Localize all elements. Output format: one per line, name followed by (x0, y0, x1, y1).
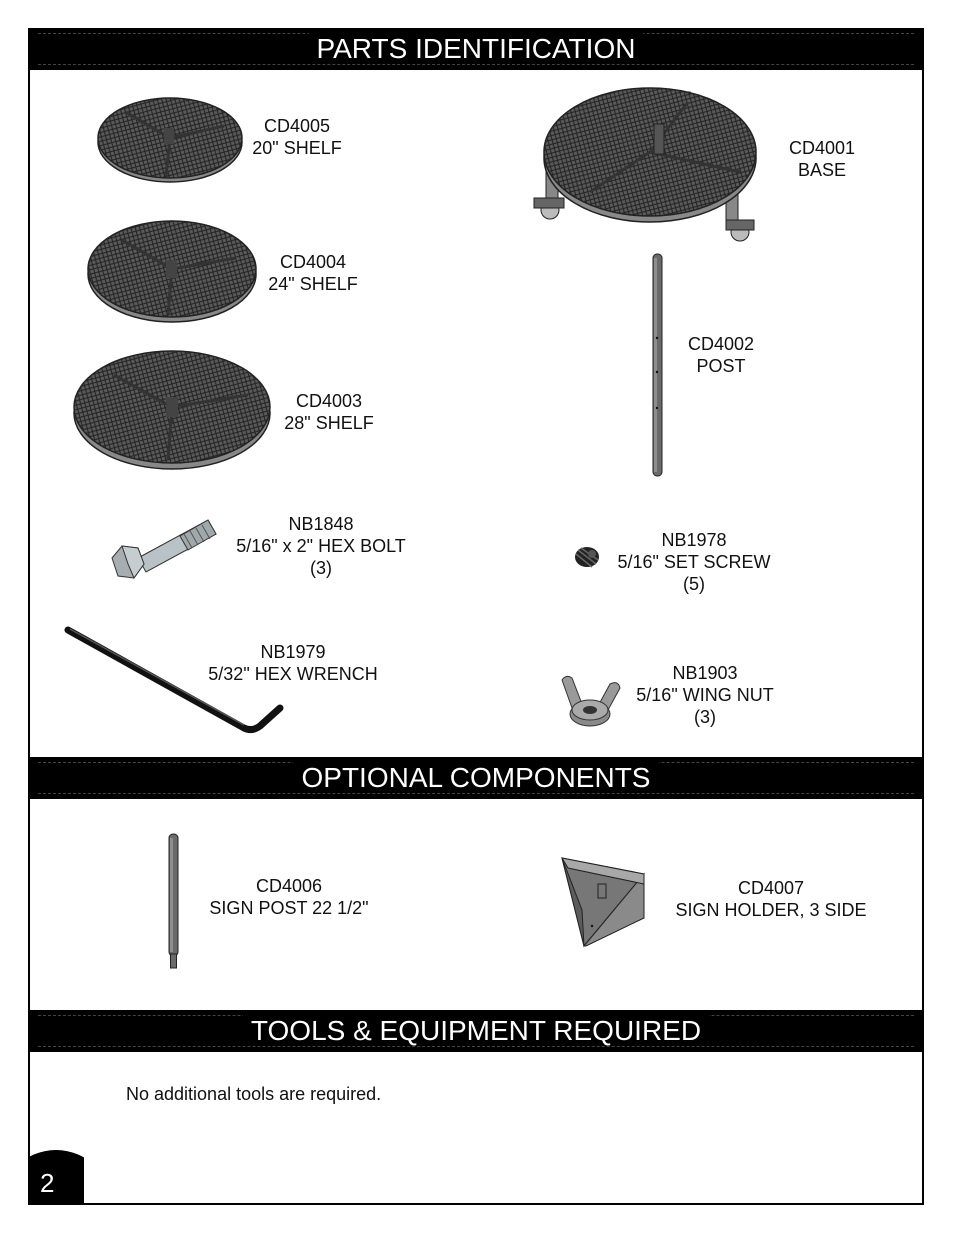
part-description: 5/16" x 2" HEX BOLT (236, 536, 406, 556)
part-code: CD4005 (263, 116, 331, 136)
part-code: CD4001 (788, 138, 856, 158)
part-nb1979-label (208, 641, 377, 685)
part-cd4003-label (284, 390, 373, 434)
sign-holder-illustration (558, 854, 650, 950)
part-code: NB1903 (672, 663, 738, 683)
hex-bolt-illustration (108, 508, 220, 588)
part-description: SIGN POST 22 1/2" (209, 898, 369, 918)
part-quantity: (3) (693, 707, 716, 727)
part-nb1903-label (636, 662, 773, 728)
part-cd4007-label (675, 877, 866, 921)
part-cd4005-label (252, 115, 341, 159)
shelf-20-illustration (96, 92, 246, 187)
base-illustration (530, 82, 778, 248)
tools-equipment-title: TOOLS & EQUIPMENT REQUIRED (243, 1015, 709, 1046)
optional-components-title: OPTIONAL COMPONENTS (293, 762, 658, 793)
part-nb1978-label (617, 529, 770, 595)
part-code: CD4003 (295, 391, 363, 411)
sign-post-illustration (166, 832, 182, 972)
shelf-24-illustration (86, 216, 262, 326)
shelf-28-illustration (72, 347, 276, 473)
part-description: 20" SHELF (252, 138, 342, 158)
part-description: POST (696, 356, 746, 376)
parts-identification-header (28, 28, 924, 70)
part-code: CD4002 (687, 334, 755, 354)
optional-components-header (28, 757, 924, 799)
tools-equipment-header (28, 1010, 924, 1052)
set-screw-illustration (572, 544, 602, 570)
part-description: 5/16" SET SCREW (617, 552, 771, 572)
part-description: 5/32" HEX WRENCH (208, 664, 378, 684)
part-code: CD4006 (255, 876, 323, 896)
part-description: 5/16" WING NUT (636, 685, 774, 705)
part-cd4006-label (209, 875, 368, 919)
part-code: CD4007 (737, 878, 805, 898)
wing-nut-illustration (558, 670, 624, 730)
part-cd4001-label (789, 137, 855, 181)
page-number: 2 (40, 1168, 55, 1198)
part-description: 28" SHELF (284, 413, 374, 433)
parts-identification-title: PARTS IDENTIFICATION (309, 33, 644, 64)
page-number-badge (28, 1150, 84, 1204)
part-code: CD4004 (279, 252, 347, 272)
part-cd4002-label (688, 333, 754, 377)
part-quantity: (5) (682, 574, 705, 594)
part-description: SIGN HOLDER, 3 SIDE (675, 900, 867, 920)
part-nb1848-label (236, 513, 406, 579)
part-cd4004-label (268, 251, 357, 295)
part-quantity: (3) (309, 558, 332, 578)
part-description: BASE (797, 160, 847, 180)
part-code: NB1979 (260, 642, 326, 662)
post-illustration (650, 252, 666, 480)
tools-note: No additional tools are required. (126, 1084, 382, 1104)
part-code: NB1978 (661, 530, 727, 550)
part-code: NB1848 (288, 514, 354, 534)
part-description: 24" SHELF (268, 274, 358, 294)
